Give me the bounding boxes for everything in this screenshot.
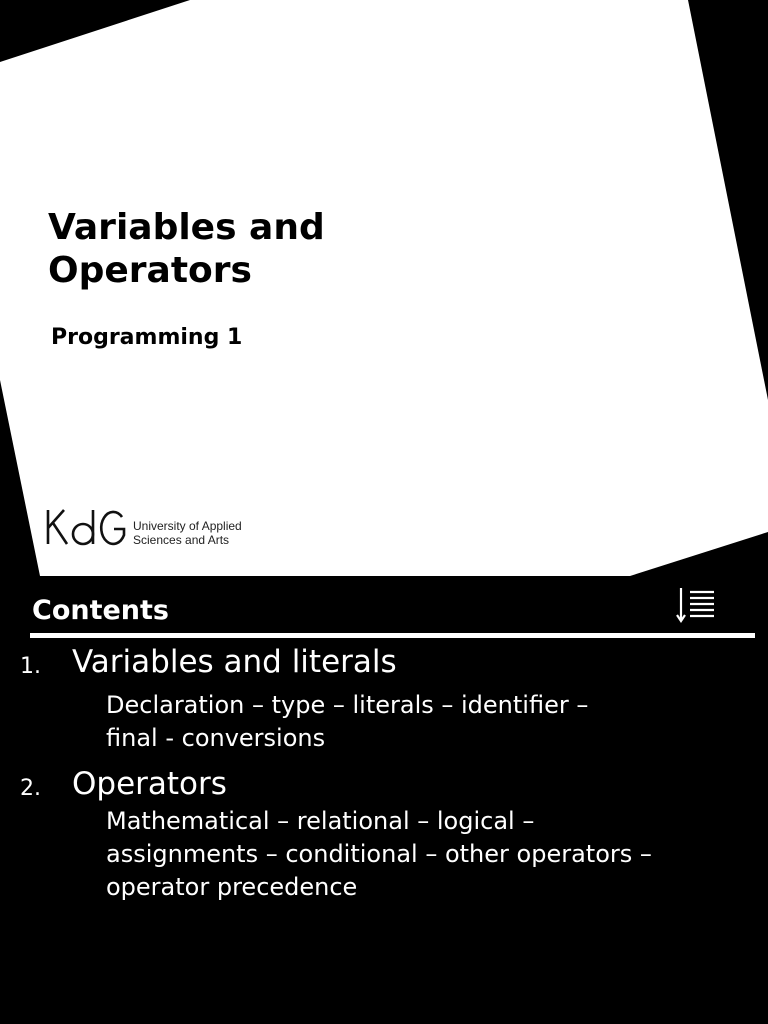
slide-subtitle: Programming 1: [51, 325, 243, 350]
kdg-logo-text: [133, 519, 242, 547]
description-line: Mathematical – relational – logical –: [106, 807, 535, 835]
list-item-heading: Variables and literals: [72, 644, 397, 680]
list-item-number: 2.: [20, 776, 41, 801]
description-line: final - conversions: [106, 724, 326, 752]
contents-slide: [0, 576, 768, 1024]
list-item-number: 1.: [20, 654, 41, 679]
list-item-description: [106, 805, 652, 904]
description-line: Declaration – type – literals – identifier –: [106, 691, 589, 719]
kdg-logo-mark: [44, 505, 128, 549]
list-item-description: [106, 689, 588, 755]
kdg-logo: [44, 505, 254, 549]
list-item-heading: Operators: [72, 766, 227, 802]
slide-title: [48, 206, 448, 292]
description-line: operator precedence: [106, 873, 358, 901]
contents-title: Contents: [32, 595, 170, 626]
title-line-2: Operators: [48, 250, 252, 291]
title-divider: [30, 633, 755, 638]
table-of-contents-icon: [676, 586, 716, 626]
logo-text-line-2: Sciences and Arts: [133, 533, 230, 547]
logo-text-line-1: University of Applied: [133, 519, 242, 533]
description-line: assignments – conditional – other operators –: [106, 840, 652, 868]
title-line-1: Variables and: [48, 207, 325, 248]
